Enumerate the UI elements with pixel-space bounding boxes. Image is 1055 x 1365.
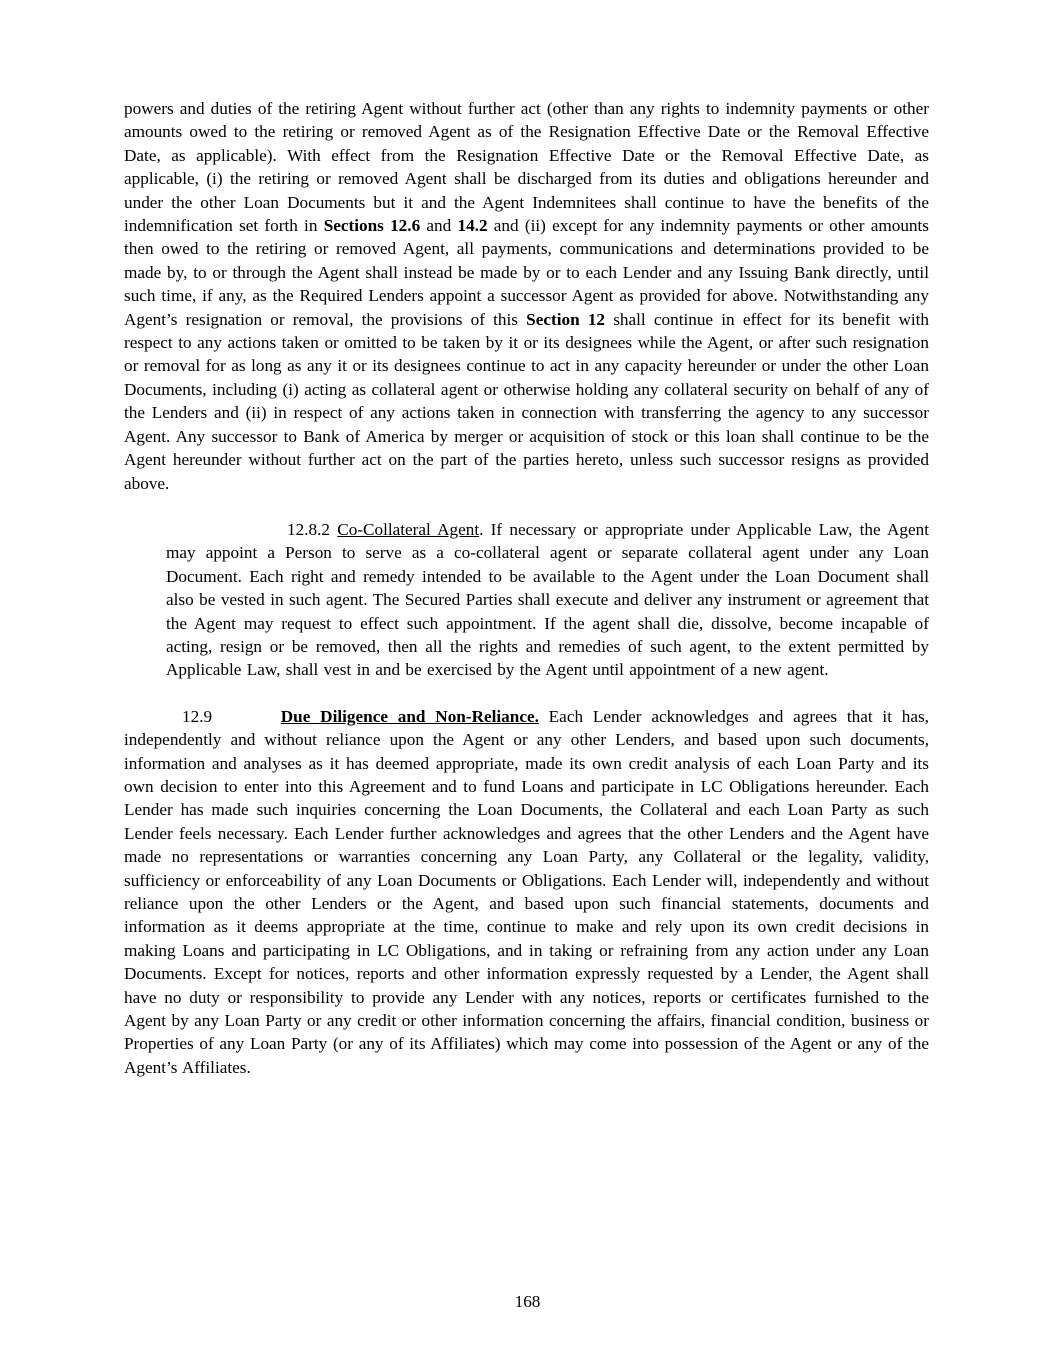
text-run: Co-Collateral Agent bbox=[337, 519, 480, 539]
paragraph-agent-resignation-continuation bbox=[124, 97, 929, 495]
text-run: Due Diligence and Non-Reliance. bbox=[280, 706, 539, 726]
text-run: . If necessary or appropriate under Applicable Law, the Agent may appoint a Person to serve as a co-collateral agent or separate collateral agent under any Loan Document. Each right and remedy intended to be available to the Agent under the Loan Document shall also be vested in such agent. The Secured Parties shall execute and deliver any instrument or agreement that the Agent may request to effect such appointment. If the agent shall die, dissolve, become incapable of acting, resign or be removed, then all the rights and remedies of such agent, to the extent permitted by Applicable Law, shall vest in and be exercised by the Agent until appointment of a new agent. bbox=[166, 519, 929, 680]
text-run: Section 12 bbox=[526, 309, 606, 329]
text-run: shall continue in effect for its benefit with respect to any actions taken or omitted to be taken by it or its designees while the Agent, or after such resignation or removal for as long as any it or its designees continue to act in any capacity hereunder or under the other Loan Documents, including (i) acting as collateral agent or otherwise holding any collateral security on behalf of any of the Lenders and (ii) in respect of any actions taken in connection with transferring the agency to any successor Agent. Any successor to Bank of America by merger or acquisition of stock or this loan shall continue to be the Agent hereunder without further act on the part of the parties hereto, unless such successor resigns as provided above. bbox=[124, 309, 929, 493]
text-run: Each Lender acknowledges and agrees that it has, independently and without reliance upon the Agent or any other Lenders, and based upon such documents, information and analyses as it has deemed appropriate, made its own credit analysis of each Loan Party and its own decision to enter into this Agreement and to fund Loans and participate in LC Obligations hereunder. Each Lender has made such inquiries concerning the Loan Documents, the Collateral and each Loan Party as such Lender feels necessary. Each Lender further acknowledges and agrees that the other Lenders and the Agent have made no representations or warranties concerning any Loan Party, any Collateral or the legality, validity, sufficiency or enforceability of any Loan Documents or Obligations. Each Lender will, independently and without reliance upon the other Lenders or the Agent, and based upon such financial statements, documents and information as it deems appropriate at the time, continue to make and rely upon its own credit decisions in making Loans and participating in LC Obligations, and in taking or refraining from any action under any Loan Documents. Except for notices, reports and other information expressly requested by a Lender, the Agent shall have no duty or responsibility to provide any Lender with any notices, reports or certificates furnished to the Agent by any Loan Party or any credit or other information concerning the affairs, financial condition, business or Properties of any Loan Party (or any of its Affiliates) which may come into possession of the Agent or any of the Agent’s Affiliates. bbox=[124, 706, 929, 1077]
text-run: and bbox=[420, 216, 458, 236]
text-run: 12.9 bbox=[182, 706, 281, 726]
text-run: Sections 12.6 bbox=[323, 216, 421, 236]
text-run: 12.8.2 bbox=[287, 519, 338, 539]
text-run: and (ii) except for any indemnity payments or other amounts then owed to the retiring or removed Agent, all payments, communications and determinations provided to be made by, to or through the Agent shall instead be made by or to each Lender and any Issuing Bank directly, until such time, if any, as the Required Lenders appoint a successor Agent as provided for above. Notwithstanding any Agent’s resignation or removal, the provisions of this bbox=[124, 216, 929, 329]
paragraph-12-9-due-diligence-non-reliance bbox=[124, 705, 929, 1080]
page-number: 168 bbox=[514, 1291, 541, 1311]
text-run: 14.2 bbox=[457, 216, 488, 236]
text-run: powers and duties of the retiring Agent without further act (other than any rights to indemnity payments or other amounts owed to the retiring or removed Agent as of the Resignation Effective Date or the Removal Effective Date, as applicable). With effect from the Resignation Effective Date or the Removal Effective Date, as applicable, (i) the retiring or removed Agent shall be discharged from its duties and obligations hereunder and under the other Loan Documents but it and the Agent Indemnitees shall continue to have the benefits of the indemnification set forth in bbox=[124, 99, 929, 236]
paragraph-12-8-2-co-collateral-agent bbox=[166, 518, 929, 682]
